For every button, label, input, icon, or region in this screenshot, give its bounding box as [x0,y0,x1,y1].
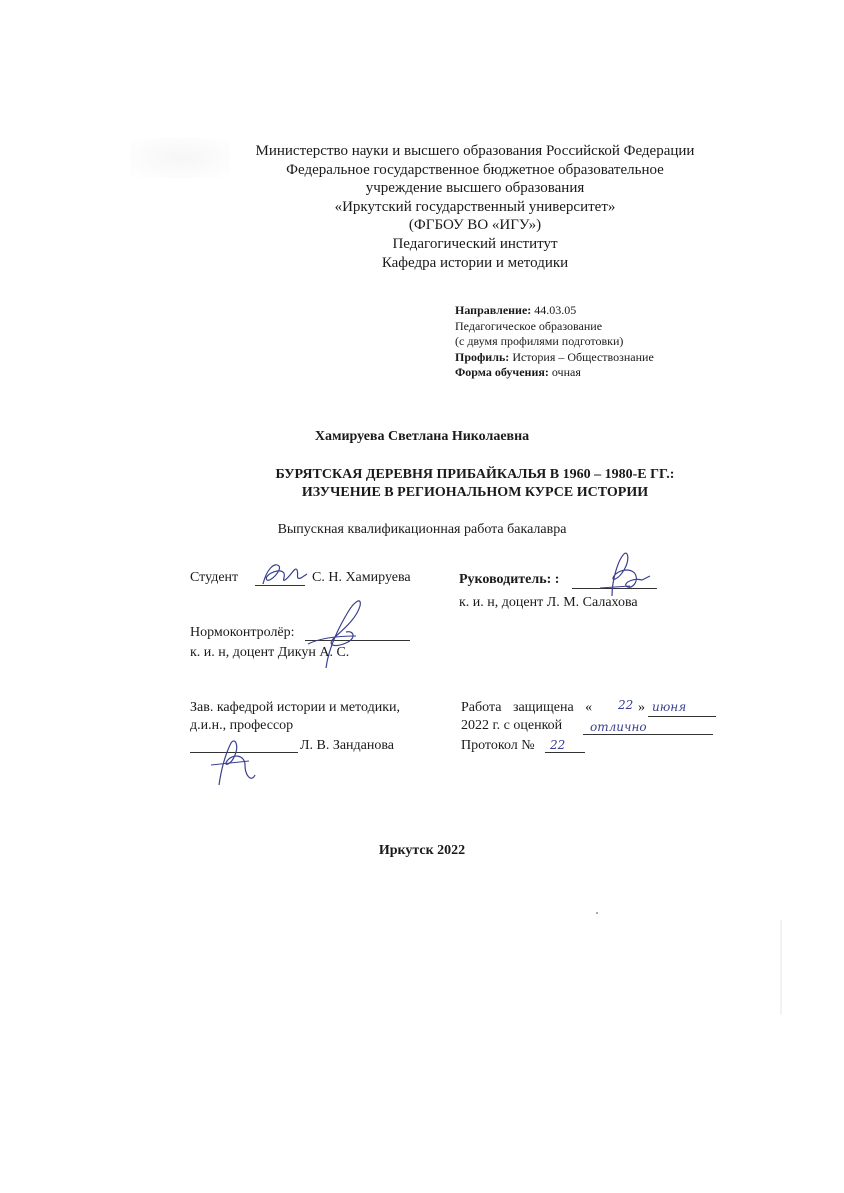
form-row [455,365,654,381]
header-line-abbrev: (ФГБОУ ВО «ИГУ») [408,217,542,234]
signature-head-icon [205,735,265,790]
head-line-1: Зав. кафедрой истории и методики, [190,700,400,715]
scan-smudge [130,138,230,178]
direction-line-2: Педагогическое образование [455,318,603,333]
institution-header [230,142,720,272]
header-line-university: «Иркутский государственный университет» [334,198,616,215]
head-line-2: д.и.н., профессор [190,718,294,733]
student-label: Студент [190,570,239,585]
header-line-department: Кафедра истории и методики [381,254,569,271]
title-line-1: БУРЯТСКАЯ ДЕРЕВНЯ ПРИБАЙКАЛЬЯ В 1960 – 1980-Е ГГ.: [275,467,675,482]
header-line-federal: Федеральное государственное бюджетное образовательное [286,161,664,178]
author-name: Хамируева Светлана Николаевна [314,429,530,444]
defense-line-3: Протокол № [461,738,535,753]
scan-edge-mark [780,920,782,1015]
defense-protocol-line [545,752,585,753]
defense-month: июня [652,700,687,714]
header-line-ministry: Министерство науки и высшего образования Российской Федерации [255,143,695,159]
supervisor-name: к. и. н, доцент Л. М. Салахова [459,595,638,610]
defense-day: 22 [618,698,634,712]
direction-value: 44.03.05 [534,303,577,317]
head-name: Л. В. Занданова [300,738,395,753]
profile-value: История – Обществознание [512,349,654,364]
profile-row [455,350,654,366]
direction-label: Направление: [455,303,532,317]
defense-protocol-number: 22 [550,738,566,752]
defense-grade-line [583,734,713,735]
student-name: С. Н. Хамируева [312,570,411,585]
header-line-institute: Педагогический институт [392,235,558,252]
city-year: Иркутск 2022 [378,843,466,858]
defense-month-line [648,716,716,717]
direction-row [455,303,654,319]
header-line-institution: учреждение высшего образования [365,180,585,197]
study-info [455,303,654,381]
thesis-title [150,466,800,502]
form-value: очная [551,365,581,379]
profile-label: Профиль: [455,349,510,364]
direction-line-3: (с двумя профилями подготовки) [455,334,624,348]
signature-student-icon [257,558,309,590]
form-label: Форма обучения: [455,365,549,379]
signature-supervisor-icon [590,550,660,600]
defense-day-close: » [638,700,645,715]
title-line-2: ИЗУЧЕНИЕ В РЕГИОНАЛЬНОМ КУРСЕ ИСТОРИИ [301,485,649,500]
supervisor-label: Руководитель: : [459,572,560,587]
work-type: Выпускная квалификационная работа бакалавра [277,522,567,537]
defense-line-1: Работа защищена « [461,700,593,715]
normcontrol-name: к. и. н, доцент Дикун А. С. [190,645,350,660]
defense-grade: отлично [590,720,647,734]
scan-speck [596,912,598,914]
normcontrol-label: Нормоконтролёр: [190,625,295,640]
defense-line-2: 2022 г. с оценкой [461,718,563,733]
